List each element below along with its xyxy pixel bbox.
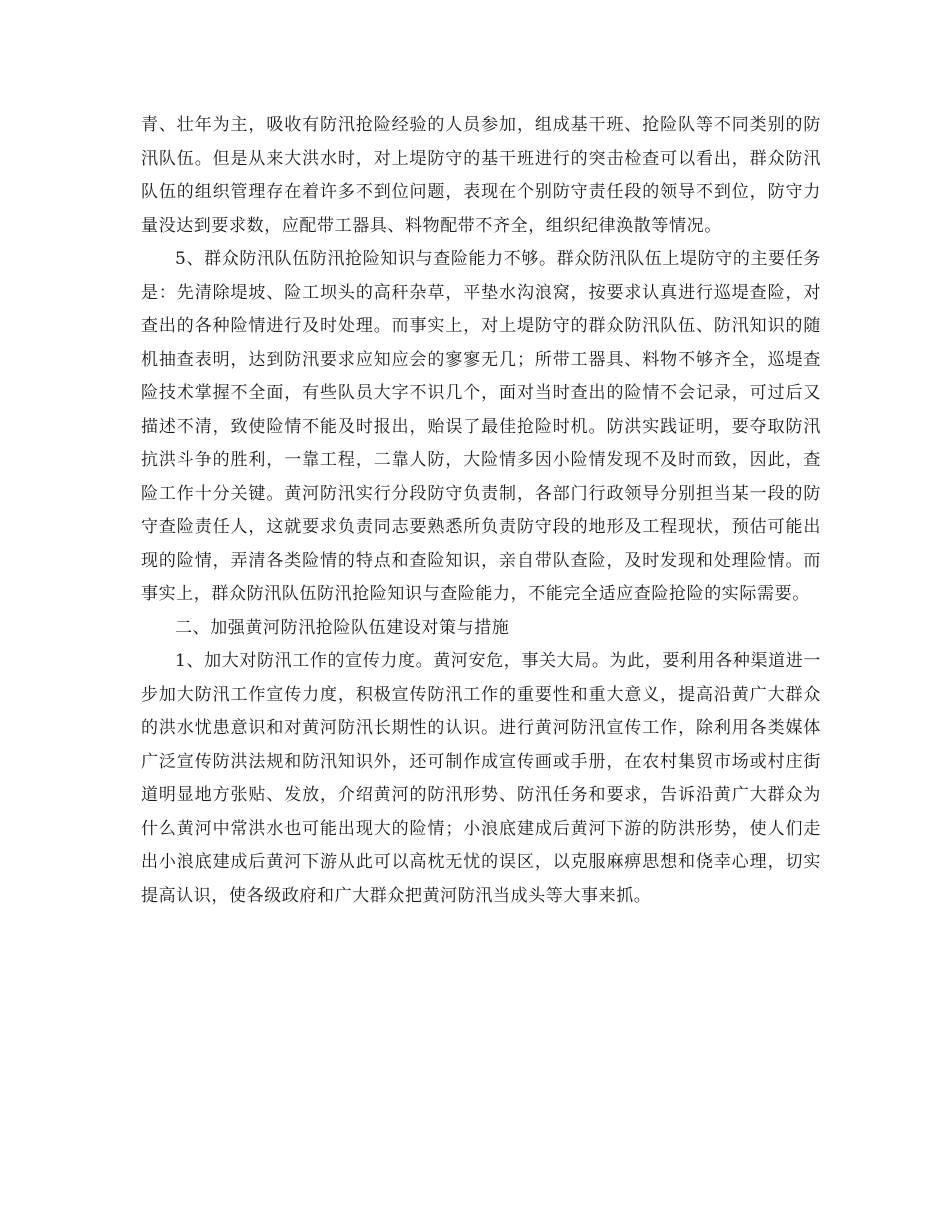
paragraph-3: 1、加大对防汛工作的宣传力度。黄河安危，事关大局。为此，要利用各种渠道进一步加大防汛工作宣传力度，积极宣传防汛工作的重要性和重大意义，提高沿黄广大群众的洪水忧患意识和对黄河防汛长期性的认识。进行黄河防汛宣传工作，除利用各类媒体广泛宣传防洪法规和防汛知识外，还可制作成宣传画或手册，在农村集贸市场或村庄街道明显地方张贴、发放，介绍黄河的防汛形势、防汛任务和要求，告诉沿黄广大群众为什么黄河中常洪水也可能出现大的险情；小浪底建成后黄河下游的防洪形势，使人们走出小浪底建成后黄河下游从此可以高枕无忧的误区，以克服麻痹思想和侥幸心理，切实提高认识，使各级政府和广大群众把黄河防汛当成头等大事来抓。 bbox=[141, 651, 821, 906]
section-heading: 二、加强黄河防汛抢险队伍建设对策与措施 bbox=[175, 617, 510, 638]
paragraph-1: 青、壮年为主，吸收有防汛抢险经验的人员参加，组成基干班、抢险队等不同类别的防汛队伍。但是从来大洪水时，对上堤防守的基干班进行的突击检查可以看出，群众防汛队伍的组织管理存在着许多不到位问题，表现在个别防守责任段的领导不到位，防守力量没达到要求数，应配带工器具、料物配带不齐全，组织纪律涣散等情况。 bbox=[141, 115, 821, 236]
document-body bbox=[141, 109, 821, 913]
paragraph-2: 5、群众防汛队伍防汛抢险知识与查险能力不够。群众防汛队伍上堤防守的主要任务是：先清除堤坡、险工坝头的高秆杂草，平垫水沟浪窝，按要求认真进行巡堤查险，对查出的各种险情进行及时处理。而事实上，对上堤防守的群众防汛队伍、防汛知识的随机抽查表明，达到防汛要求应知应会的寥寥无几；所带工器具、料物不够齐全，巡堤查险技术掌握不全面，有些队员大字不识几个，面对当时查出的险情不会记录，可过后又描述不清，致使险情不能及时报出，贻误了最佳抢险时机。防洪实践证明，要夺取防汛抗洪斗争的胜利，一靠工程，二靠人防，大险情多因小险情发现不及时而致，因此，查险工作十分关键。黄河防汛实行分段防守负责制，各部门行政领导分别担当某一段的防守查险责任人，这就要求负责同志要熟悉所负责防守段的地形及工程现状，预估可能出现的险情，弄清各类险情的特点和查险知识，亲自带队查险，及时发现和处理险情。而事实上，群众防汛队伍防汛抢险知识与查险能力，不能完全适应查险抢险的实际需要。 bbox=[141, 249, 821, 604]
